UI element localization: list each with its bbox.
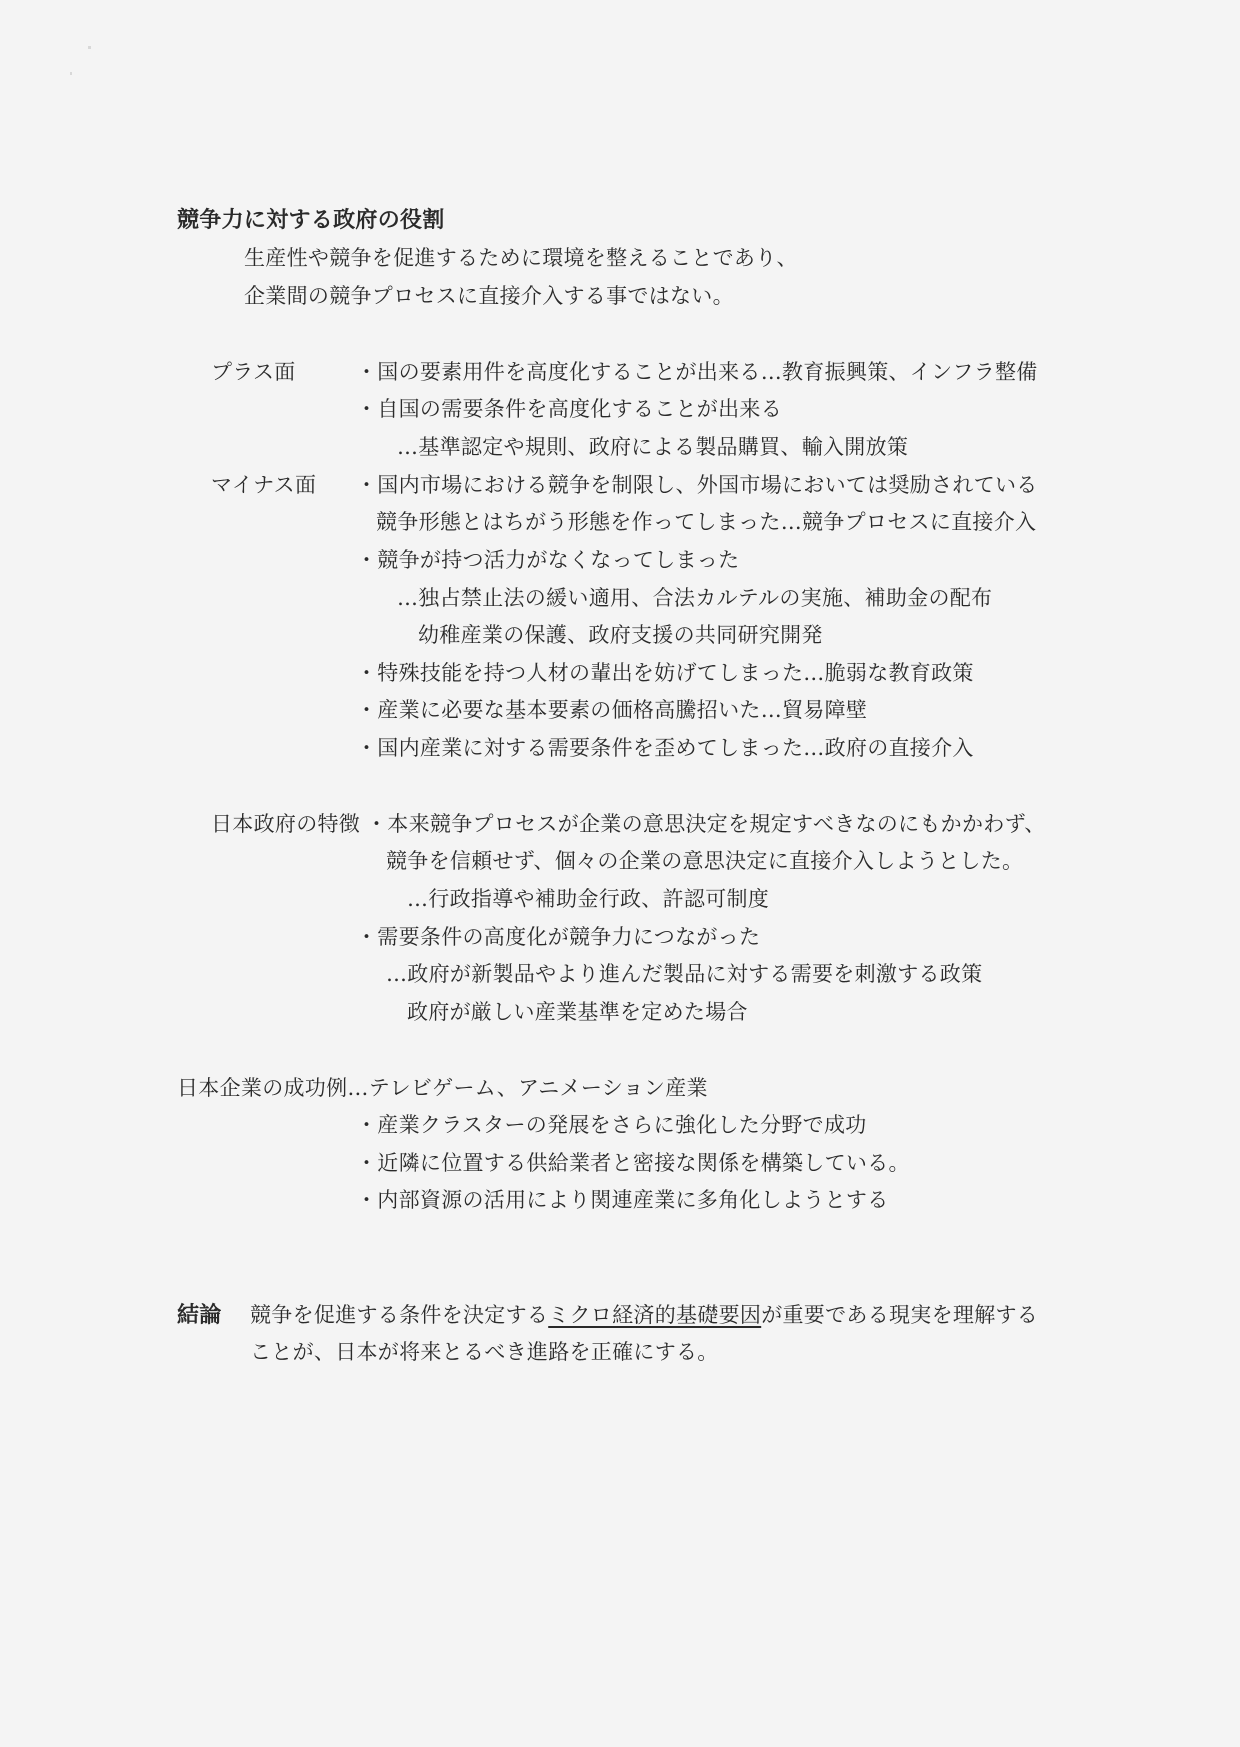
- japan-gov-line: …行政指導や補助金行政、許認可制度: [407, 887, 770, 911]
- plus-label: プラス面: [211, 360, 296, 384]
- minus-line: …独占禁止法の緩い適用、合法カルテルの実施、補助金の配布: [397, 586, 993, 610]
- scan-mark: [70, 72, 72, 75]
- japan-biz-label: 日本企業の成功例: [177, 1076, 348, 1100]
- japan-biz-line: ・近隣に位置する供給業者と密接な関係を構築している。: [356, 1151, 910, 1175]
- plus-line: …基準認定や規則、政府による製品購買、輸入開放策: [397, 435, 909, 459]
- japan-gov-label: 日本政府の特徴: [211, 812, 361, 836]
- minus-line: ・競争が持つ活力がなくなってしまった: [356, 548, 740, 572]
- minus-line: ・産業に必要な基本要素の価格高騰招いた…貿易障壁: [356, 698, 868, 722]
- minus-label: マイナス面: [211, 473, 317, 497]
- conclusion-line: [250, 1301, 1038, 1329]
- page-title: 競争力に対する政府の役割: [177, 207, 445, 233]
- conclusion-underlined-term: ミクロ経済的基礎要因: [548, 1303, 762, 1327]
- japan-gov-line: …政府が新製品やより進んだ製品に対する需要を刺激する政策: [386, 962, 983, 986]
- conclusion-text: 競争を促進する条件を決定する: [250, 1303, 549, 1327]
- japan-gov-line: 競争を信頼せず、個々の企業の意思決定に直接介入しようとした。: [386, 849, 1024, 873]
- conclusion-line: ことが、日本が将来とるべき進路を正確にする。: [250, 1340, 719, 1364]
- conclusion-text: が重要である現実を理解する: [761, 1303, 1039, 1327]
- japan-gov-line: ・本来競争プロセスが企業の意思決定を規定すべきなのにもかかわず、: [366, 812, 1046, 836]
- japan-gov-line: 政府が厳しい産業基準を定めた場合: [407, 1000, 748, 1024]
- japan-biz-line: ・内部資源の活用により関連産業に多角化しようとする: [356, 1188, 889, 1212]
- conclusion-label: 結論: [177, 1302, 222, 1328]
- scan-mark: [88, 46, 91, 49]
- japan-gov-line: ・需要条件の高度化が競争力につながった: [356, 925, 761, 949]
- intro-line: 企業間の競争プロセスに直接介入する事ではない。: [244, 284, 734, 308]
- minus-line: ・国内市場における競争を制限し、外国市場においては奨励されている: [356, 473, 1038, 497]
- plus-line: ・国の要素用件を高度化することが出来る…教育振興策、インフラ整備: [356, 360, 1038, 384]
- minus-line: 幼稚産業の保護、政府支援の共同研究開発: [418, 623, 823, 647]
- japan-biz-heading: [177, 1074, 708, 1102]
- japan-biz-examples: …テレビゲーム、アニメーション産業: [347, 1076, 708, 1100]
- minus-line: ・特殊技能を持つ人材の輩出を妨げてしまった…脆弱な教育政策: [356, 661, 974, 685]
- japan-biz-line: ・産業クラスターの発展をさらに強化した分野で成功: [356, 1113, 867, 1137]
- intro-line: 生産性や競争を促進するために環境を整えることであり、: [244, 246, 798, 270]
- minus-line: 競争形態とはちがう形態を作ってしまった…競争プロセスに直接介入: [376, 510, 1037, 534]
- plus-line: ・自国の需要条件を高度化することが出来る: [356, 397, 782, 421]
- minus-line: ・国内産業に対する需要条件を歪めてしまった…政府の直接介入: [356, 736, 974, 760]
